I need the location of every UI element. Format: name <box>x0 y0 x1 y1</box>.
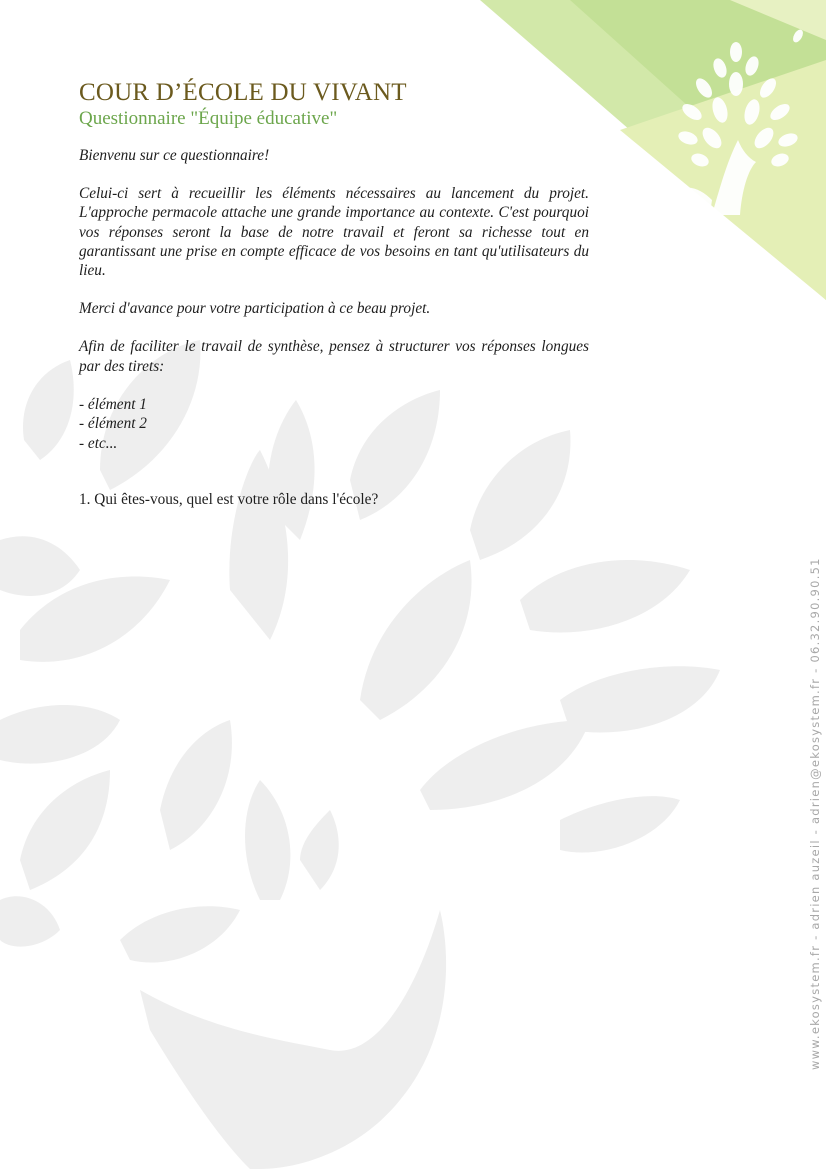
greeting-text: Bienvenu sur ce questionnaire! <box>79 147 270 164</box>
watermark-leaf <box>160 720 232 850</box>
side-contact-text: www.ekosystem.fr - adrien auzeil - adrien@ekosystem.fr - 06.32.90.90.51 <box>808 557 822 1070</box>
question-1: 1. Qui êtes-vous, quel est votre rôle dans l'école? <box>79 490 379 508</box>
watermark-leaf <box>0 705 120 764</box>
watermark-leaf <box>360 560 472 720</box>
intro-section <box>79 146 589 454</box>
questionnaire-content <box>79 78 589 509</box>
watermark-leaf <box>520 560 690 633</box>
instructions-text: Afin de faciliter le travail de synthèse, pensez à structurer vos réponses longues par des tirets: <box>79 338 589 375</box>
list-item: - élément 2 <box>79 415 147 433</box>
page-title: COUR D’ÉCOLE DU VIVANT <box>79 79 407 106</box>
page-subtitle: Questionnaire "Équipe éducative" <box>79 108 338 129</box>
watermark-leaf <box>20 770 110 890</box>
list-item: - élément 1 <box>79 395 147 413</box>
watermark-leaf <box>420 720 590 810</box>
watermark-leaf <box>23 360 74 460</box>
watermark-leaf <box>120 906 240 962</box>
intro-paragraph: Celui-ci sert à recueillir les éléments nécessaires au lancement du projet. L'approche permacole attache une grande importance au contexte. C'est pourquoi vos réponses seront la base de notre travail et feront sa richesse tout en garantissant une prise en compte efficace de vos besoins en tant qu'utilisateurs du lieu. <box>79 185 589 280</box>
example-list <box>79 395 589 454</box>
watermark-leaf <box>245 780 290 900</box>
thanks-text: Merci d'avance pour votre participation à ce beau projet. <box>79 300 431 318</box>
watermark-leaf <box>560 796 680 852</box>
watermark-leaf <box>300 810 339 890</box>
list-item: - etc... <box>79 435 118 453</box>
watermark-leaf <box>0 536 80 596</box>
watermark-leaf <box>0 896 60 946</box>
